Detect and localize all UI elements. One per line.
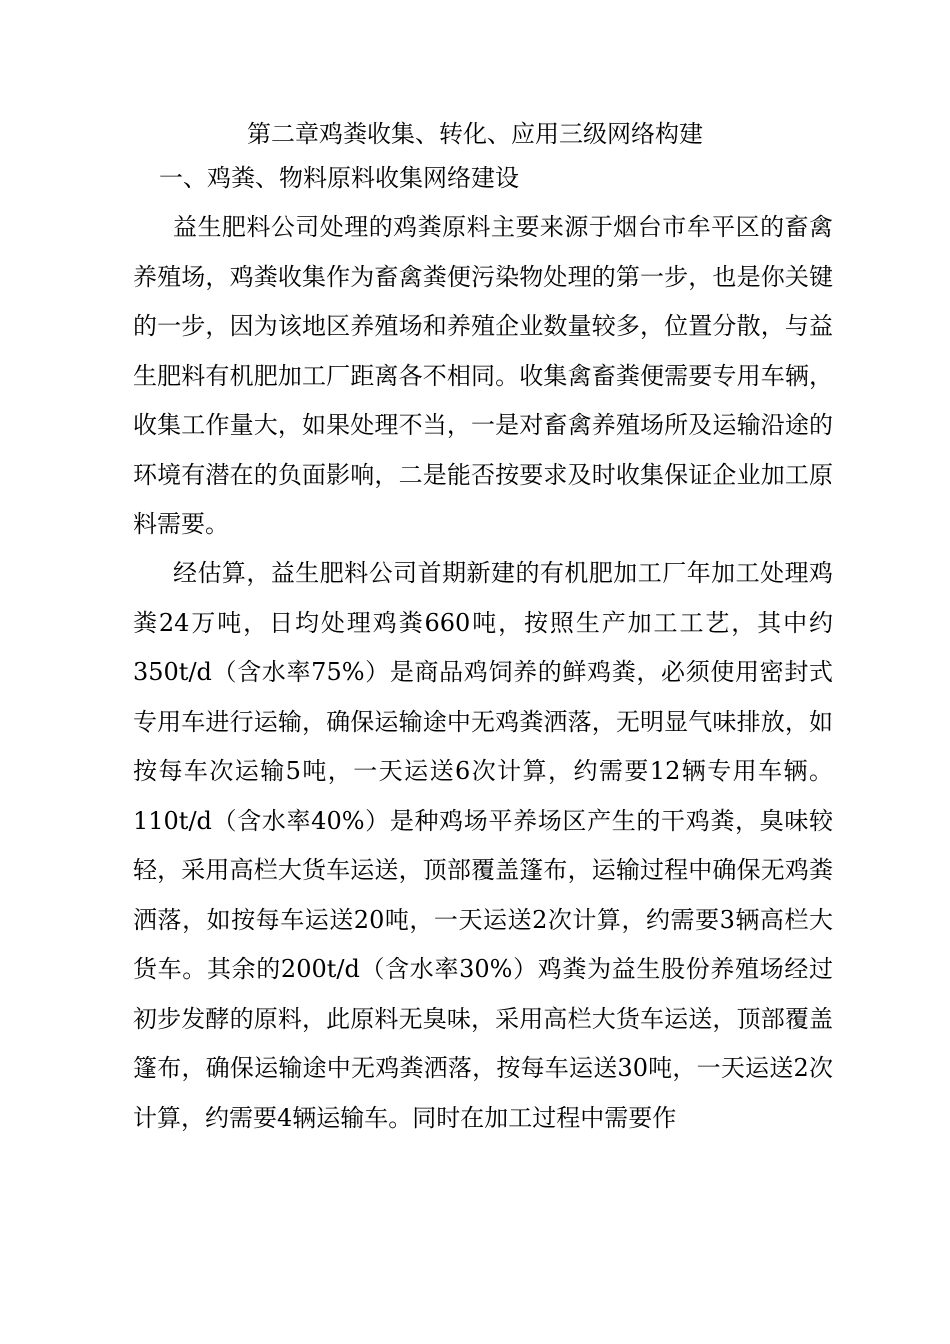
chapter-title: 第二章鸡粪收集、转化、应用三级网络构建 xyxy=(247,120,703,148)
paragraph-collection-source: 益生肥料公司处理的鸡粪原料主要来源于烟台市牟平区的畜禽养殖场，鸡粪收集作为畜禽粪便污染物处理的第一步，也是你关键的一步，因为该地区养殖场和养殖企业数量较多，位置分散，与益生肥料有机肥加工厂距离各不相同。收集禽畜粪便需要专用车辆，收集工作量大，如果处理不当，一是对畜禽养殖场所及运输沿途的环境有潜在的负面影响，二是能否按要求及时收集保证企业加工原料需要。 xyxy=(133,213,833,538)
paragraph-transport-estimate: 经估算，益生肥料公司首期新建的有机肥加工厂年加工处理鸡粪24万吨，日均处理鸡粪660吨，按照生产加工工艺，其中约350t/d（含水率75%）是商品鸡饲养的鲜鸡粪，必须使用密封式专用车进行运输，确保运输途中无鸡粪洒落，无明显气味排放，如按每车次运输5吨，一天运送6次计算，约需要12辆专用车辆。110t/d（含水率40%）是种鸡场平养场区产生的干鸡粪，臭味较轻，采用高栏大货车运送，顶部覆盖篷布，运输过程中确保无鸡粪洒落，如按每车运送20吨，一天运送2次计算，约需要3辆高栏大货车。其余的200t/d（含水率30%）鸡粪为益生股份养殖场经过初步发酵的原料，此原料无臭味，采用高栏大货车运送，顶部覆盖篷布，确保运输途中无鸡粪洒落，按每车运送30吨，一天运送2次计算，约需要4辆运输车。同时在加工过程中需要作 xyxy=(133,559,833,1132)
section-heading: 一、鸡粪、物料原料收集网络建设 xyxy=(159,164,519,192)
